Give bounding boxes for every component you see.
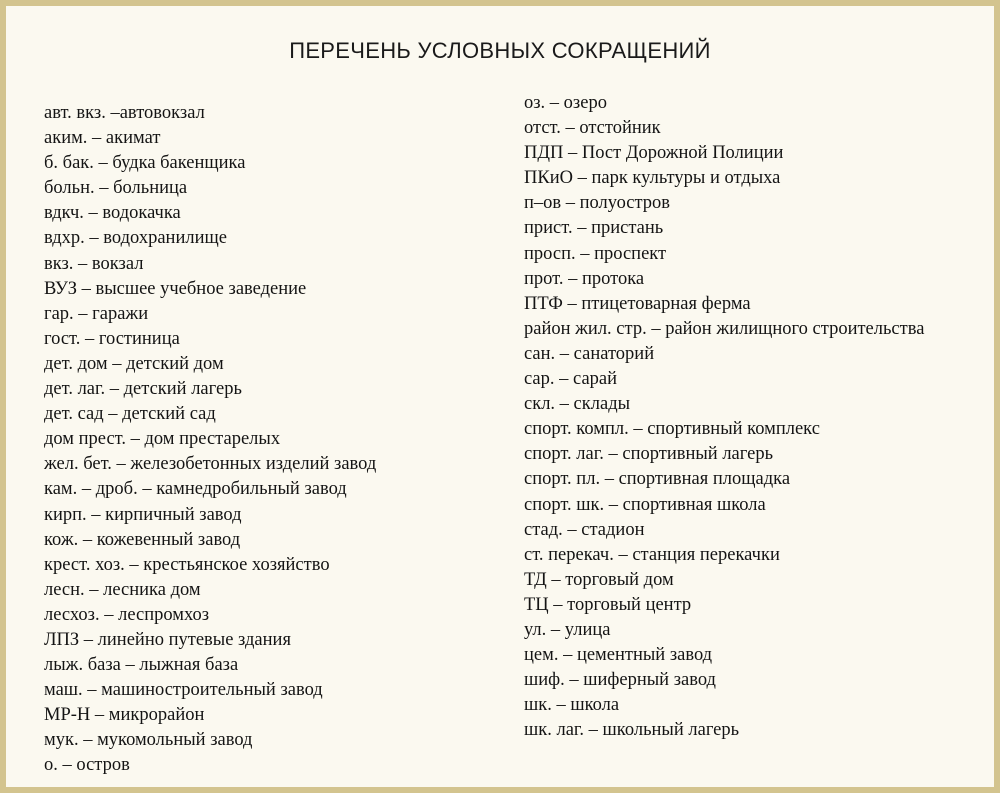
abbreviation-entry: гост. – гостиница (44, 328, 180, 349)
abbreviation-entry: скл. – склады (524, 394, 631, 415)
abbreviation-entry: ТЦ – торговый центр (524, 594, 692, 615)
abbreviation-entry: дет. лаг. – детский лагерь (44, 379, 242, 400)
abbreviation-entry: ул. – улица (524, 619, 611, 640)
abbreviation-entry: сан. – санаторий (524, 343, 655, 364)
abbreviation-entry: кам. – дроб. – камнедробильный завод (44, 479, 347, 500)
abbreviation-entry: вкз. – вокзал (44, 253, 144, 274)
abbreviation-entry: стад. – стадион (524, 519, 645, 540)
abbreviation-entry: лесн. – лесника дом (44, 579, 201, 600)
abbreviation-entry: крест. хоз. – крестьянское хозяйство (44, 554, 330, 575)
abbreviation-entry: прот. – протока (524, 268, 645, 289)
abbreviation-entry: гар. – гаражи (44, 303, 149, 324)
abbreviation-entry: шиф. – шиферный завод (524, 670, 716, 691)
abbreviation-entry: о. – остров (44, 755, 130, 776)
abbreviation-entry: отст. – отстойник (524, 118, 661, 139)
abbreviation-entry: дет. дом – детский дом (44, 353, 224, 374)
abbreviation-entry: ЛПЗ – линейно путевые здания (44, 629, 291, 650)
abbreviation-entry: п–ов – полуостров (524, 193, 671, 214)
abbreviation-entry: вдкч. – водокачка (44, 203, 181, 224)
abbreviation-entry: шк. – школа (524, 695, 620, 716)
abbreviation-entry: спорт. пл. – спортивная площадка (524, 469, 791, 490)
abbreviation-entry: аким. – акимат (44, 128, 161, 149)
abbreviation-entry: лесхоз. – леспромхоз (44, 604, 210, 625)
abbreviation-entry: ТД – торговый дом (524, 569, 674, 590)
abbreviations-left-column (44, 101, 376, 779)
abbreviation-entry: вдхр. – водохранилище (44, 228, 227, 249)
abbreviation-entry: дом прест. – дом престарелых (44, 429, 281, 450)
abbreviation-entry: маш. – машиностроительный завод (44, 680, 323, 701)
abbreviation-entry: просп. – проспект (524, 243, 667, 264)
abbreviation-entry: кирп. – кирпичный завод (44, 504, 242, 525)
abbreviation-entry: кож. – кожевенный завод (44, 529, 241, 550)
abbreviation-entry: спорт. лаг. – спортивный лагерь (524, 444, 774, 465)
abbreviation-entry: спорт. компл. – спортивный комплекс (524, 419, 820, 440)
abbreviation-entry: ПДП – Пост Дорожной Полиции (524, 143, 784, 164)
abbreviation-entry: прист. – пристань (524, 218, 664, 239)
abbreviation-entry: оз. – озеро (524, 93, 607, 113)
abbreviation-entry: жел. бет. – железобетонных изделий завод (44, 454, 377, 475)
abbreviation-entry: дет. сад – детский сад (44, 404, 216, 425)
abbreviation-entry: авт. вкз. –автовокзал (44, 103, 205, 123)
abbreviation-entry: лыж. база – лыжная база (44, 655, 239, 676)
abbreviation-entry: ВУЗ – высшее учебное заведение (44, 278, 307, 299)
page-title: ПЕРЕЧЕНЬ УСЛОВНЫХ СОКРАЩЕНИЙ (289, 38, 711, 63)
abbreviation-entry: район жил. стр. – район жилищного строительства (524, 318, 925, 339)
abbreviation-entry: мук. – мукомольный завод (44, 730, 253, 751)
abbreviation-entry: шк. лаг. – школьный лагерь (524, 720, 740, 741)
abbreviation-entry: спорт. шк. – спортивная школа (524, 494, 766, 515)
abbreviation-entry: сар. – сарай (524, 369, 618, 390)
abbreviation-entry: цем. – цементный завод (524, 645, 713, 666)
abbreviation-entry: б. бак. – будка бакенщика (44, 153, 246, 174)
abbreviation-entry: ПКиО – парк культуры и отдыха (524, 168, 781, 189)
abbreviation-entry: МР-Н – микрорайон (44, 705, 205, 726)
abbreviation-entry: ПТФ – птицетоварная ферма (524, 293, 751, 314)
abbreviation-entry: ст. перекач. – станция перекачки (524, 544, 780, 565)
abbreviation-entry: больн. – больница (44, 178, 188, 199)
abbreviations-right-column (524, 91, 924, 743)
